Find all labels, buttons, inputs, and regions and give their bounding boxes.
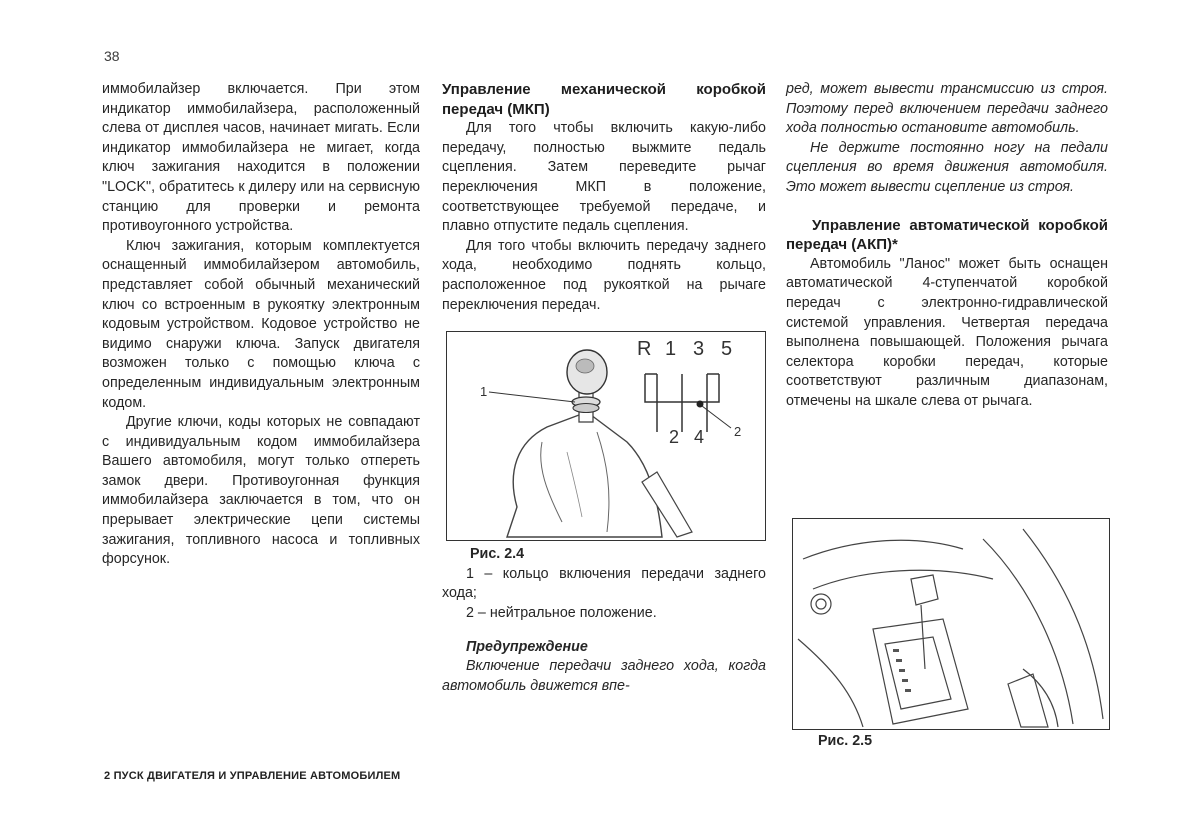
- paragraph: Для того чтобы включить передачу заднего хода, необходимо поднять кольцо, расположенное под рукояткой на рычаге переключения передач.: [442, 237, 766, 313]
- gear-label-4: 4: [694, 427, 705, 448]
- paragraph: Ключ зажигания, которым комплектуется оснащенный иммобилайзером автомобиль, представляет собой обычный механический ключ со встроенным в рукоятку электронным кодовым устройством. Кодовое устройство не видимо снаружи ключа. Запуск двигателя возможен только с помощью ключа с определенным индивидуальным электронным кодом.: [102, 237, 420, 411]
- figure-2-4: [446, 331, 766, 541]
- paragraph: иммобилайзер включается. При этом индикатор иммобилайзера, расположенный слева от дисплея часов, начинает мигать. Если индикатор иммобилайзера не мигает, когда ключ зажигания находится в положении "LOCK", обратитесь к дилеру или на сервисную станцию для проверки и ремонта противоугонного устройства.: [102, 81, 420, 235]
- warning-text: Включение передачи заднего хода, когда автомобиль движется впе-: [442, 658, 766, 694]
- column-2: [442, 80, 766, 696]
- figure-caption-item: 2 – нейтральное положение.: [466, 604, 657, 621]
- figure-caption-title: Рис. 2.4: [470, 546, 525, 563]
- paragraph: Другие ключи, коды которых не совпадают с индивидуальным кодом иммобилайзера Вашего автомобиля, могут только отпереть замок двери. Противоугонная функция иммобилайзера заключается в том, что он прерывает электрические цепи системы зажигания, топливного насоса и топливных форсунок.: [102, 414, 420, 568]
- automatic-selector-illustration: [793, 519, 1109, 729]
- page-footer: 2 ПУСК ДВИГАТЕЛЯ И УПРАВЛЕНИЕ АВТОМОБИЛЕМ: [104, 770, 401, 782]
- column-3: [786, 80, 1108, 412]
- gear-label-R: R: [637, 338, 652, 361]
- section-heading-akp: Управление автоматической коробкой передач (АКП)*: [786, 216, 1108, 254]
- warning-continued: ред, может вывести трансмиссию из строя. Поэтому перед включением передачи заднего хода полностью остановите автомобиль.: [786, 81, 1108, 137]
- warning-title: Предупреждение: [466, 638, 588, 655]
- paragraph: Автомобиль "Ланос" может быть оснащен автоматической 4-ступенчатой коробкой передач с электронно-гидравлической системой управления. Четвертая передача выполнена повышающей. Положения рычага селектора коробки передач, которые соответствуют различным диапазонам, отмечены на шкале слева от рычага.: [786, 255, 1108, 409]
- column-1: [102, 80, 420, 570]
- callout-2: 2: [734, 424, 742, 440]
- gear-label-5: 5: [721, 338, 733, 361]
- warning-paragraph: Не держите постоянно ногу на педали сцепления во время движения автомобиля. Это может вывести сцепление из строя.: [786, 139, 1108, 195]
- figure-2-5: [792, 518, 1110, 730]
- section-heading-mkp: Управление механической коробкой передач (МКП): [442, 81, 766, 118]
- gear-label-3: 3: [693, 338, 705, 361]
- paragraph: Для того чтобы включить какую-либо передачу, полностью выжмите педаль сцепления. Затем переведите рычаг переключения МКП в положение, соответствующее требуемой передаче, и плавно отпустите педаль сцепления.: [442, 120, 766, 235]
- figure-2-5-caption: Рис. 2.5: [818, 733, 873, 749]
- gear-shift-illustration: [447, 332, 765, 540]
- gear-label-2: 2: [669, 427, 680, 448]
- figure-caption-item: 1 – кольцо включения передачи заднего хода;: [442, 565, 766, 602]
- page-number: 38: [104, 48, 120, 64]
- gear-label-1: 1: [665, 338, 677, 361]
- callout-1: 1: [480, 384, 488, 400]
